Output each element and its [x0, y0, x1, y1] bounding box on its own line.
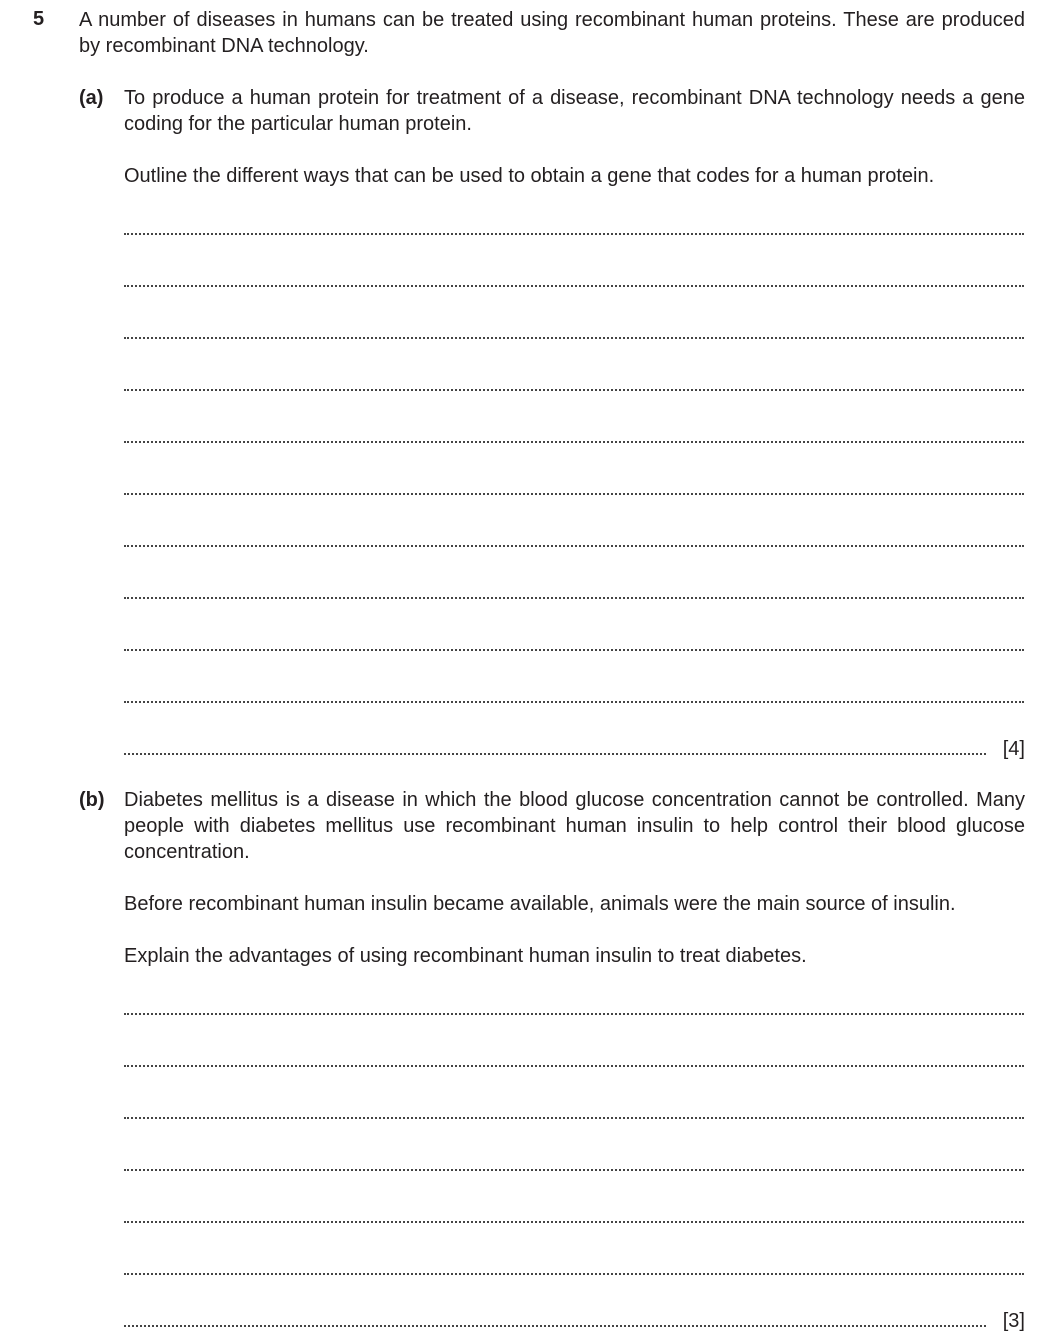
part-a-answer-line[interactable]	[124, 649, 1024, 651]
part-a-answer-line[interactable]	[124, 337, 1024, 339]
part-b-label: (b)	[79, 789, 105, 811]
question-number: 5	[33, 8, 45, 30]
part-a-prompt: Outline the different ways that can be used to obtain a gene that codes for a human protein.	[124, 165, 935, 187]
part-b-prompt: Explain the advantages of using recombinant human insulin to treat diabetes.	[124, 945, 807, 967]
part-b-marks: [3]	[1002, 1310, 1025, 1332]
part-b-context: Diabetes mellitus is a disease in which the blood glucose concentration cannot be controlled. Many people with diabetes mellitus use recombinant human insulin to help control their blood glucose concentration.	[124, 789, 1025, 863]
part-b-answer-line[interactable]	[124, 1273, 1024, 1275]
part-b-answer-line[interactable]	[124, 1221, 1024, 1223]
part-a-marks: [4]	[1002, 738, 1025, 760]
part-b-info: Before recombinant human insulin became available, animals were the main source of insulin.	[124, 893, 956, 915]
question-intro: A number of diseases in humans can be treated using recombinant human proteins. These are produced by recombinant DNA technology.	[79, 9, 1025, 57]
part-a-answer-line[interactable]	[124, 389, 1024, 391]
part-b-answer-line[interactable]	[124, 1117, 1024, 1119]
part-b-answer-line[interactable]	[124, 1065, 1024, 1067]
part-a-answer-line[interactable]	[124, 493, 1024, 495]
part-b-answer-line[interactable]	[124, 1013, 1024, 1015]
part-a-answer-line[interactable]	[124, 753, 986, 755]
part-a-answer-line[interactable]	[124, 233, 1024, 235]
part-a-answer-line[interactable]	[124, 285, 1024, 287]
part-a-answer-line[interactable]	[124, 597, 1024, 599]
part-a-answer-line[interactable]	[124, 545, 1024, 547]
part-a-context: To produce a human protein for treatment of a disease, recombinant DNA technology needs a gene coding for the particular human protein.	[124, 87, 1025, 135]
part-b-answer-line[interactable]	[124, 1169, 1024, 1171]
part-a-label: (a)	[79, 87, 104, 109]
part-a-answer-line[interactable]	[124, 701, 1024, 703]
part-b-answer-line[interactable]	[124, 1325, 986, 1327]
part-a-answer-line[interactable]	[124, 441, 1024, 443]
